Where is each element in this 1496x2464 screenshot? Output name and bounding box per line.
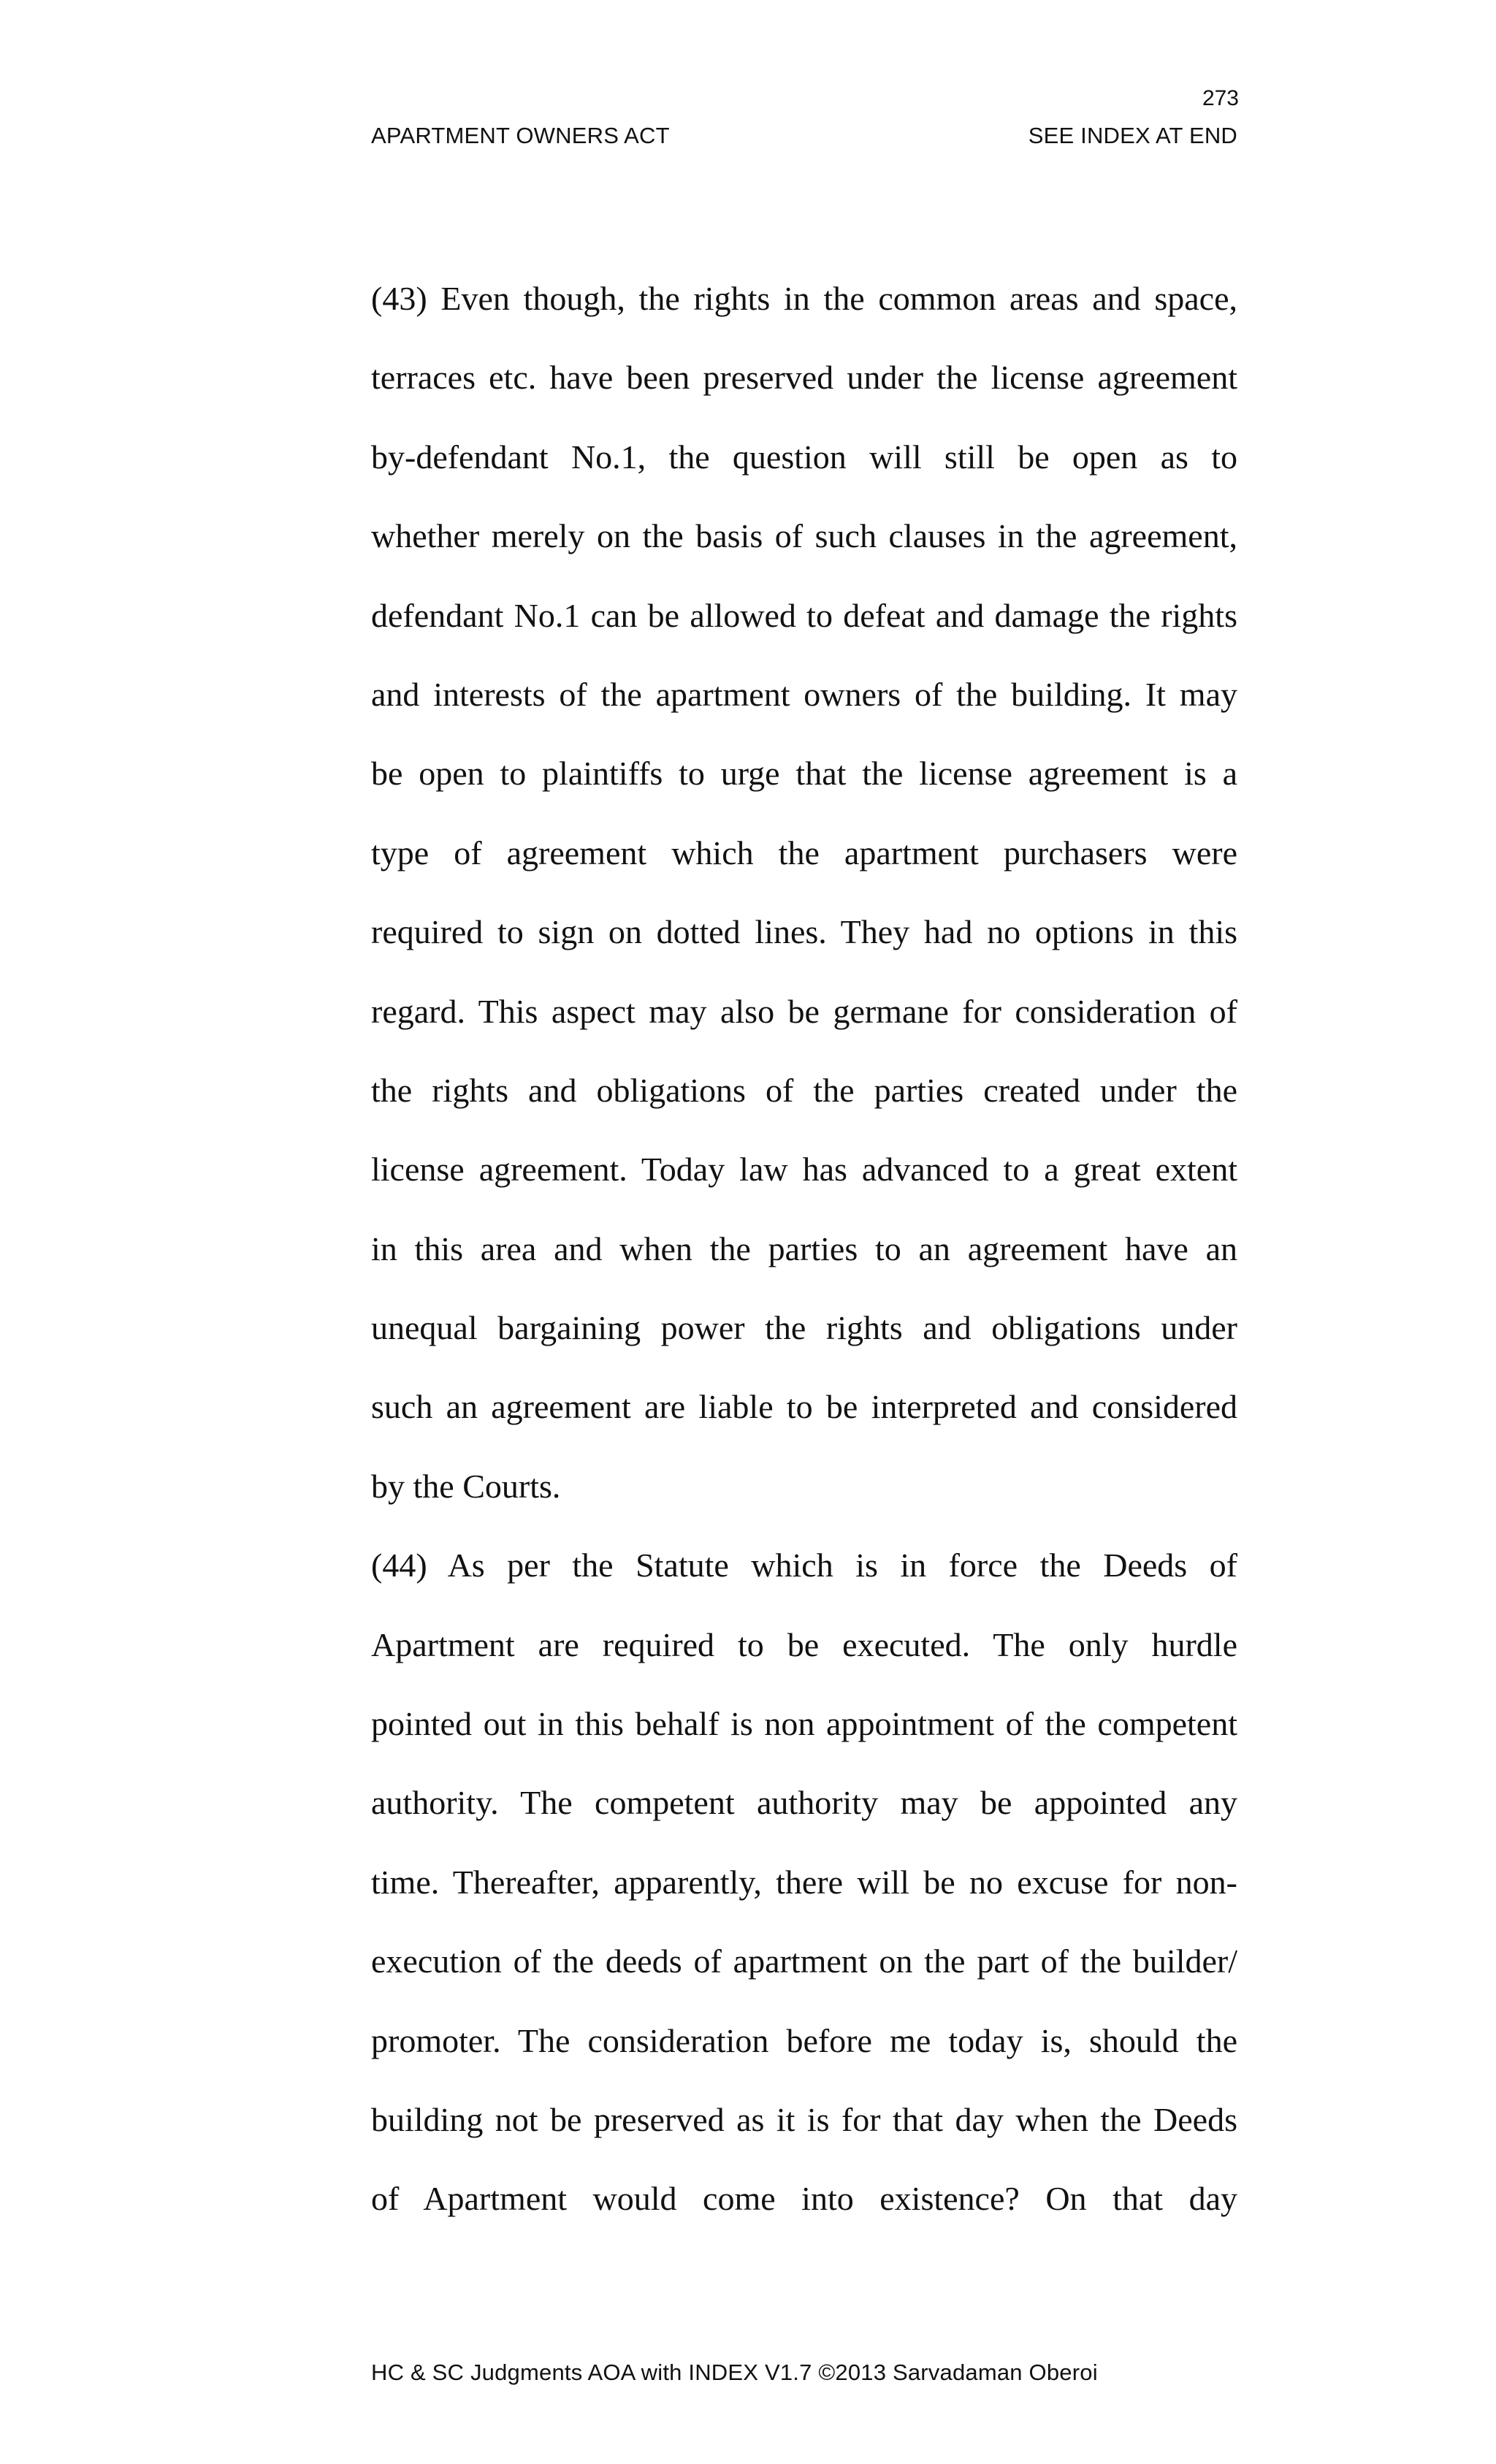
text-line: authority. The competent authority may be appointed any [371, 1784, 1237, 1822]
text-line: by-defendant No.1, the question will still be open as to [371, 438, 1237, 476]
page-number: 273 [1202, 86, 1239, 110]
text-line: the rights and obligations of the parties created under the [371, 1071, 1237, 1109]
text-line: terraces etc. have been preserved under the license agreement [371, 359, 1237, 397]
text-line: whether merely on the basis of such clauses in the agreement, [371, 517, 1237, 555]
text-line: by the Courts. [371, 1467, 561, 1505]
text-line: required to sign on dotted lines. They had no options in this [371, 913, 1237, 951]
text-line: building not be preserved as it is for that day when the Deeds [371, 2100, 1237, 2138]
text-line: unequal bargaining power the rights and obligations under [371, 1309, 1237, 1347]
page-footer: HC & SC Judgments AOA with INDEX V1.7 ©2013 Sarvadaman Oberoi [371, 2360, 1098, 2385]
text-line: defendant No.1 can be allowed to defeat and damage the rights [371, 596, 1237, 634]
text-line: license agreement. Today law has advanced to a great extent [371, 1151, 1237, 1189]
text-line: of Apartment would come into existence? On that day [371, 2180, 1237, 2218]
paragraph-43 [371, 259, 1237, 1526]
paragraph-44 [371, 1526, 1237, 2239]
text-line: such an agreement are liable to be interpreted and considered [371, 1388, 1237, 1426]
document-body [371, 259, 1237, 2239]
text-line: and interests of the apartment owners of the building. It may [371, 675, 1237, 713]
text-line: type of agreement which the apartment purchasers were [371, 834, 1237, 871]
text-line: in this area and when the parties to an agreement have an [371, 1229, 1237, 1267]
header-right-title: SEE INDEX AT END [1028, 123, 1237, 148]
text-line: execution of the deeds of apartment on the part of the builder/ [371, 1942, 1237, 1980]
header-left-title: APARTMENT OWNERS ACT [371, 123, 670, 148]
text-line: pointed out in this behalf is non appointment of the competent [371, 1705, 1237, 1743]
text-line: promoter. The consideration before me today is, should the [371, 2021, 1237, 2059]
text-line: (43) Even though, the rights in the common areas and space, [371, 280, 1237, 317]
text-line: time. Thereafter, apparently, there will be no excuse for non- [371, 1863, 1237, 1901]
text-line: (44) As per the Statute which is in force the Deeds of [371, 1546, 1237, 1584]
text-line: Apartment are required to be executed. The only hurdle [371, 1625, 1237, 1663]
running-header [371, 123, 1237, 149]
text-line: regard. This aspect may also be germane for consideration of [371, 992, 1237, 1030]
text-line: be open to plaintiffs to urge that the license agreement is a [371, 755, 1237, 793]
